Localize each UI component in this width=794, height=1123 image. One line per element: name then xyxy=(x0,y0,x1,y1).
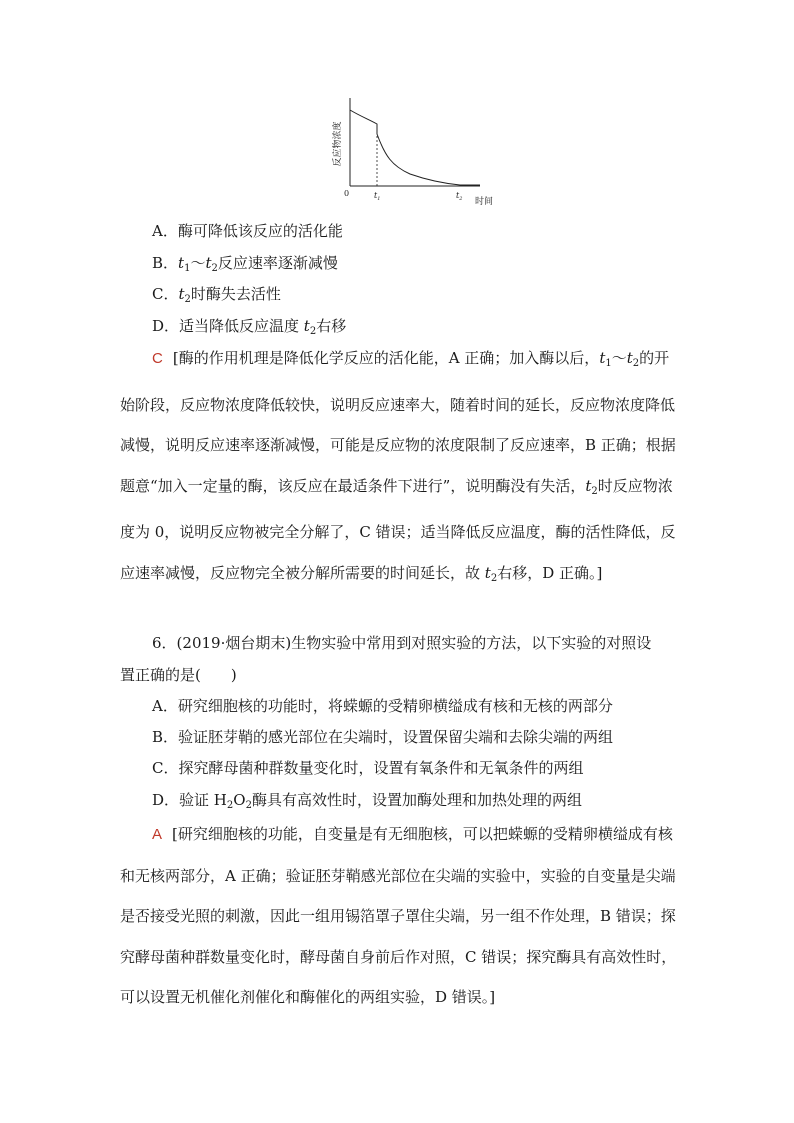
t1-label: $t_1$ xyxy=(374,191,381,202)
q6-option-d: D．验证 $H_2O_2$酶具有高效性时，设置加酶处理和加热处理的两组 xyxy=(152,791,582,811)
x-axis-label: 时间 xyxy=(475,197,494,207)
t2-label: $t_2$ xyxy=(456,191,463,202)
q6-stem-line1: 6．(2019·烟台期末)生物实验中常用到对照实验的方法，以下实验的对照设 xyxy=(152,634,652,652)
q6-option-c: C．探究酵母菌种群数量变化时，设置有氧条件和无氧条件的两组 xyxy=(152,759,584,777)
q6-answer-key: A xyxy=(152,826,163,843)
concentration-time-graph xyxy=(330,94,510,210)
q5-option-d: D．适当降低反应温度 $t_2$右移 xyxy=(152,317,347,337)
q5-option-c: C．$t_2$时酶失去活性 xyxy=(152,285,281,305)
q6-explanation: A [研究细胞核的功能，自变量是有无细胞核，可以把蝾螈的受精卵横缢成有核和无核两部分，A 正确；验证胚芽鞘感光部位在尖端的实验中，实验的自变量是尖端是否接受光照的刺激，因此一组用锡箔罩子罩住尖端，另一组不作处理，B 错误；探究酵母菌种群数量变化时，酵母菌自身前后作对照，C 错误；探究酶具有高效性时，可以设置无机催化剂催化和酶催化的两组实验，D 错误。] xyxy=(120,825,677,1006)
q6-option-a: A．研究细胞核的功能时，将蝾螈的受精卵横缢成有核和无核的两部分 xyxy=(152,697,613,715)
y-axis-label: 反应物浓度 xyxy=(333,121,343,167)
q5-answer-key: C xyxy=(152,350,163,367)
origin-label: 0 xyxy=(344,189,350,198)
q6-stem-line2: 置正确的是( ) xyxy=(120,666,237,684)
concentration-curve xyxy=(350,110,480,185)
q6-option-b: B．验证胚芽鞘的感光部位在尖端时，设置保留尖端和去除尖端的两组 xyxy=(152,728,614,746)
q5-option-a: A．酶可降低该反应的活化能 xyxy=(152,222,343,240)
q5-explanation: C [酶的作用机理是降低化学反应的活化能，A 正确；加入酶以后，$t_1\sim t_2$的开始阶段，反应物浓度降低较快，说明反应速率大，随着时间的延长，反应物浓度降低减慢，说明反应速率逐渐减慢，可能是反应物的浓度限制了反应速率，B 正确；根据题意“加入一定量的酶，该反应在最适条件下进行”，说明酶没有失活，$t_2$时反应物浓度为 0，说明反应物被完全分解了，C 错误；适当降低反应温度，酶的活性降低，反应速率减慢，反应物完全被分解所需要的时间延长，故 $t_2$右移，D 正确。] xyxy=(120,349,676,584)
q5-option-b: B．$t_1\sim t_2$反应速率逐渐减慢 xyxy=(152,254,338,274)
